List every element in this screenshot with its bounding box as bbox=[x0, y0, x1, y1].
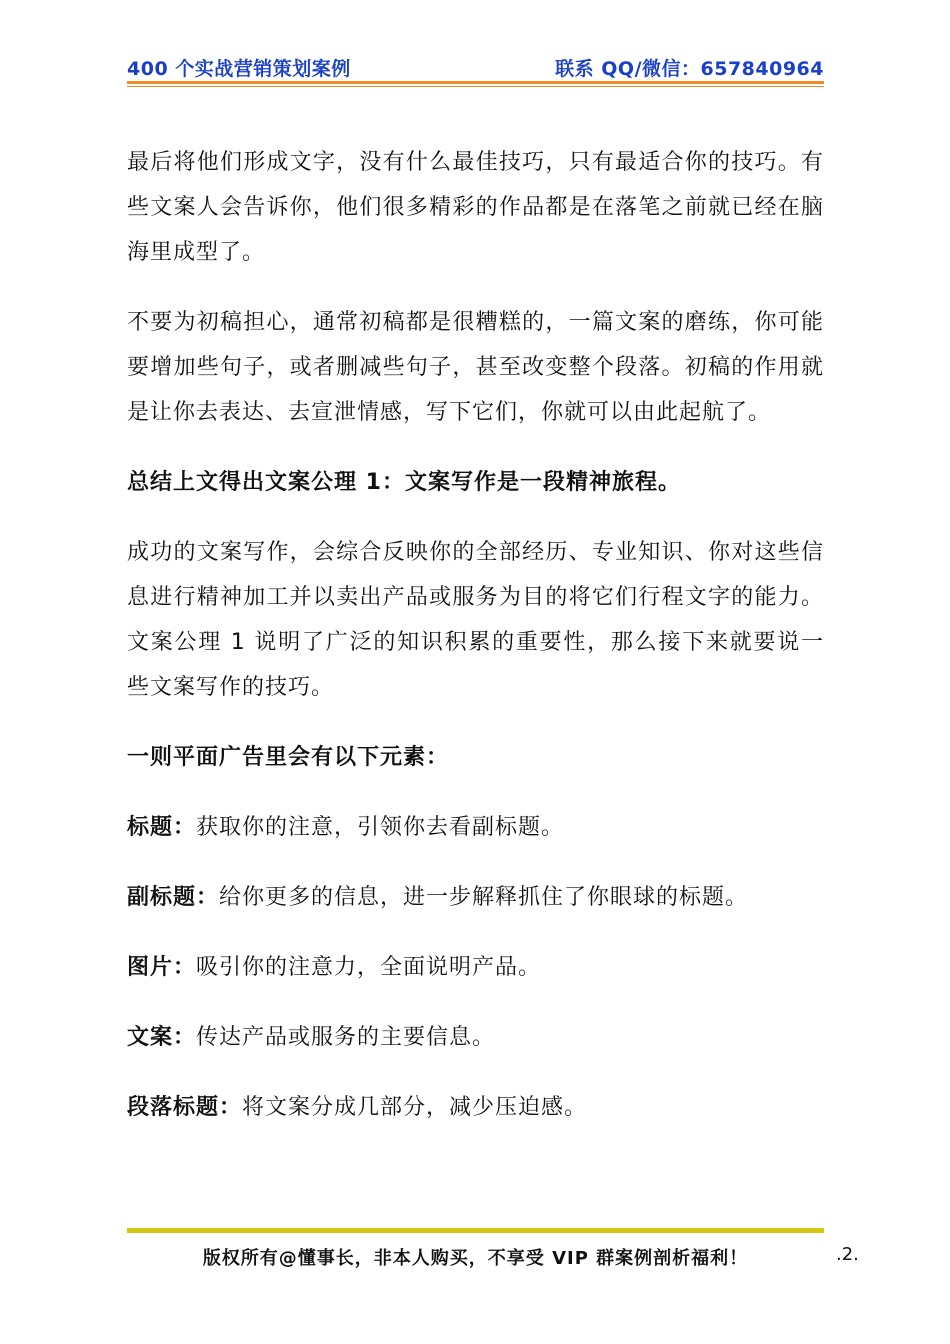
definition-item-copy bbox=[127, 1015, 824, 1060]
header-divider bbox=[127, 81, 824, 84]
footer-copyright: 版权所有@懂事长，非本人购买，不享受 VIP 群案例剖析福利！ bbox=[202, 1248, 749, 1269]
header-divider-thin bbox=[127, 86, 824, 87]
definition-desc: 将文案分成几部分，减少压迫感。 bbox=[242, 1095, 588, 1120]
footer-divider bbox=[127, 1228, 824, 1233]
definition-term: 文案： bbox=[127, 1025, 197, 1050]
paragraph: 最后将他们形成文字，没有什么最佳技巧，只有最适合你的技巧。有些文案人会告诉你，他们很多精彩的作品都是在落笔之前就已经在脑海里成型了。 bbox=[127, 150, 824, 265]
definition-desc: 吸引你的注意力，全面说明产品。 bbox=[196, 955, 542, 980]
page-number: .2. bbox=[836, 1244, 859, 1265]
paragraph: 不要为初稿担心，通常初稿都是很糟糕的，一篇文案的磨练，你可能要增加些句子，或者删减些句子，甚至改变整个段落。初稿的作用就是让你去表达、去宣泄情感，写下它们，你就可以由此起航了。 bbox=[127, 310, 824, 425]
definition-desc: 获取你的注意，引领你去看副标题。 bbox=[196, 815, 565, 840]
summary-heading: 总结上文得出文案公理 1：文案写作是一段精神旅程。 bbox=[127, 470, 681, 495]
elements-heading: 一则平面广告里会有以下元素： bbox=[127, 745, 450, 770]
definition-item-image bbox=[127, 945, 824, 990]
header-contact: 联系 QQ/微信：657840964 bbox=[555, 58, 824, 80]
page-header bbox=[127, 54, 824, 80]
definition-term: 段落标题： bbox=[127, 1095, 243, 1120]
definition-item-section-heading bbox=[127, 1085, 824, 1130]
paragraph: 成功的文案写作，会综合反映你的全部经历、专业知识、你对这些信息进行精神加工并以卖出产品或服务为目的将它们行程文字的能力。文案公理 1 说明了广泛的知识积累的重要性，那么接下来就要说一些文案写作的技巧。 bbox=[127, 540, 824, 700]
definition-desc: 传达产品或服务的主要信息。 bbox=[196, 1025, 496, 1050]
definition-term: 副标题： bbox=[127, 885, 220, 910]
definition-term: 图片： bbox=[127, 955, 197, 980]
definition-desc: 给你更多的信息，进一步解释抓住了你眼球的标题。 bbox=[219, 885, 749, 910]
definition-term: 标题： bbox=[127, 815, 197, 840]
definition-item-headline bbox=[127, 805, 824, 850]
definition-item-subheadline bbox=[127, 875, 824, 920]
document-body bbox=[127, 140, 824, 1155]
header-title: 400 个实战营销策划案例 bbox=[127, 58, 351, 80]
